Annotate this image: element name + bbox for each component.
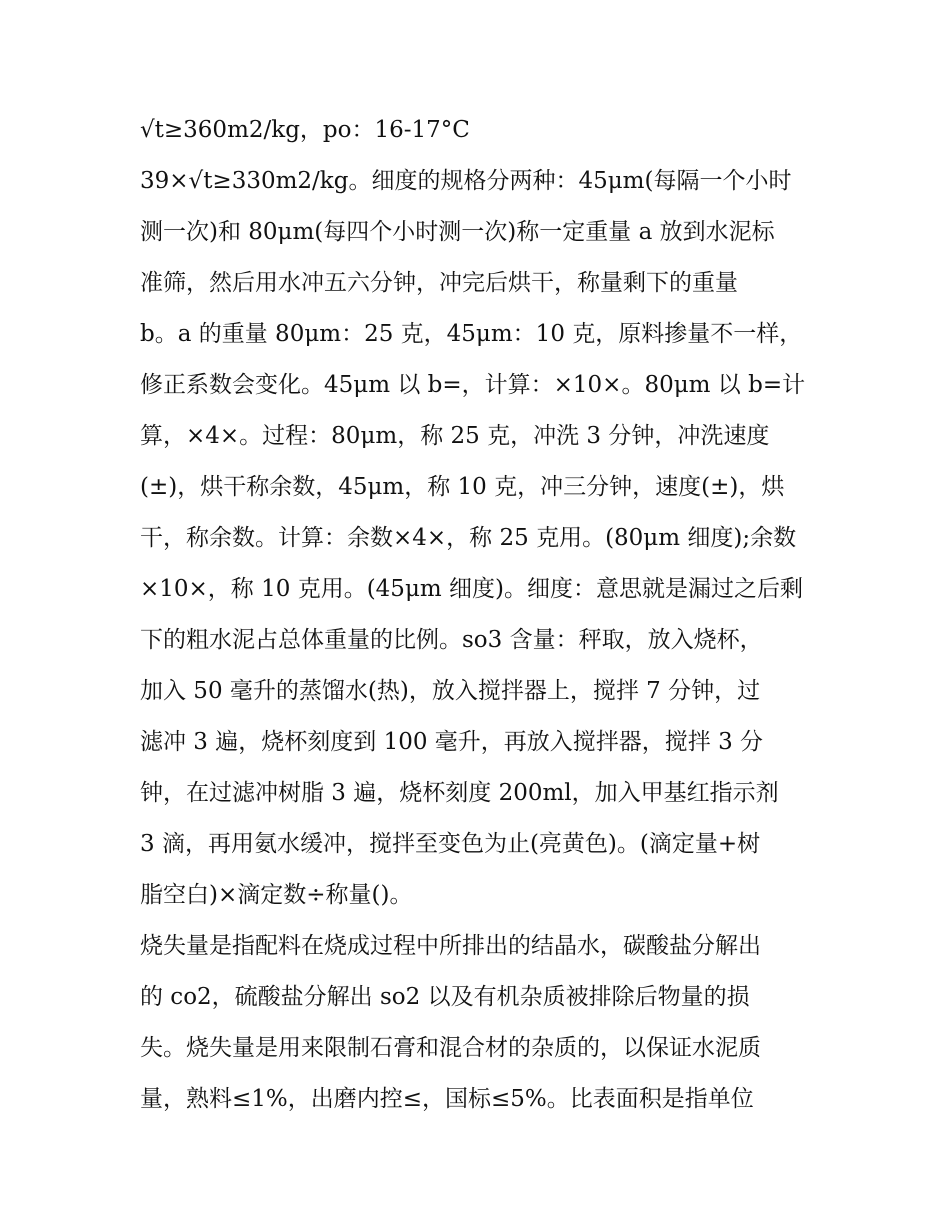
text-line: 加入 50 毫升的蒸馏水(热)，放入搅拌器上，搅拌 7 分钟，过 <box>140 678 761 704</box>
text-line: 3 滴，再用氨水缓冲，搅拌至变色为止(亮黄色)。(滴定量+树 <box>140 831 761 857</box>
text-line: 测一次)和 80μm(每四个小时测一次)称一定重量 a 放到水泥标 <box>140 219 775 245</box>
text-line: 的 co2，硫酸盐分解出 so2 以及有机杂质被排除后物量的损 <box>140 984 750 1010</box>
text-line: 干，称余数。计算：余数×4×，称 25 克用。(80μm 细度);余数 <box>140 525 797 551</box>
text-line: 钟，在过滤冲树脂 3 遍，烧杯刻度 200ml，加入甲基红指示剂 <box>140 780 779 806</box>
text-line: (±)，烘干称余数，45μm，称 10 克，冲三分钟，速度(±)，烘 <box>140 474 785 500</box>
text-line: 滤冲 3 遍，烧杯刻度到 100 毫升，再放入搅拌器，搅拌 3 分 <box>140 729 764 755</box>
text-line: b。a 的重量 80μm：25 克，45μm：10 克，原料掺量不一样， <box>140 321 803 347</box>
text-line: 失。烧失量是用来限制石膏和混合材的杂质的，以保证水泥质 <box>140 1035 761 1061</box>
text-line: 下的粗水泥占总体重量的比例。so3 含量：秤取，放入烧杯， <box>140 627 763 653</box>
text-line: 脂空白)×滴定数÷称量()。 <box>140 882 413 908</box>
text-line: √t≥360m2/kg，po：16-17°C <box>140 117 470 143</box>
text-line: 39×√t≥330m2/kg。细度的规格分两种：45μm(每隔一个小时 <box>140 168 792 194</box>
text-line: 量，熟料≤1%，出磨内控≤，国标≤5%。比表面积是指单位 <box>140 1086 754 1112</box>
text-line: 算，×4×。过程：80μm，称 25 克，冲洗 3 分钟，冲洗速度 <box>140 423 770 449</box>
text-line: 修正系数会变化。45μm 以 b=，计算：×10×。80μm 以 b=计 <box>140 372 806 398</box>
text-line: 准筛，然后用水冲五六分钟，冲完后烘干，称量剩下的重量 <box>140 270 738 296</box>
text-line: 烧失量是指配料在烧成过程中所排出的结晶水，碳酸盐分解出 <box>140 933 761 959</box>
text-line: ×10×，称 10 克用。(45μm 细度)。细度：意思就是漏过之后剩 <box>140 576 803 602</box>
